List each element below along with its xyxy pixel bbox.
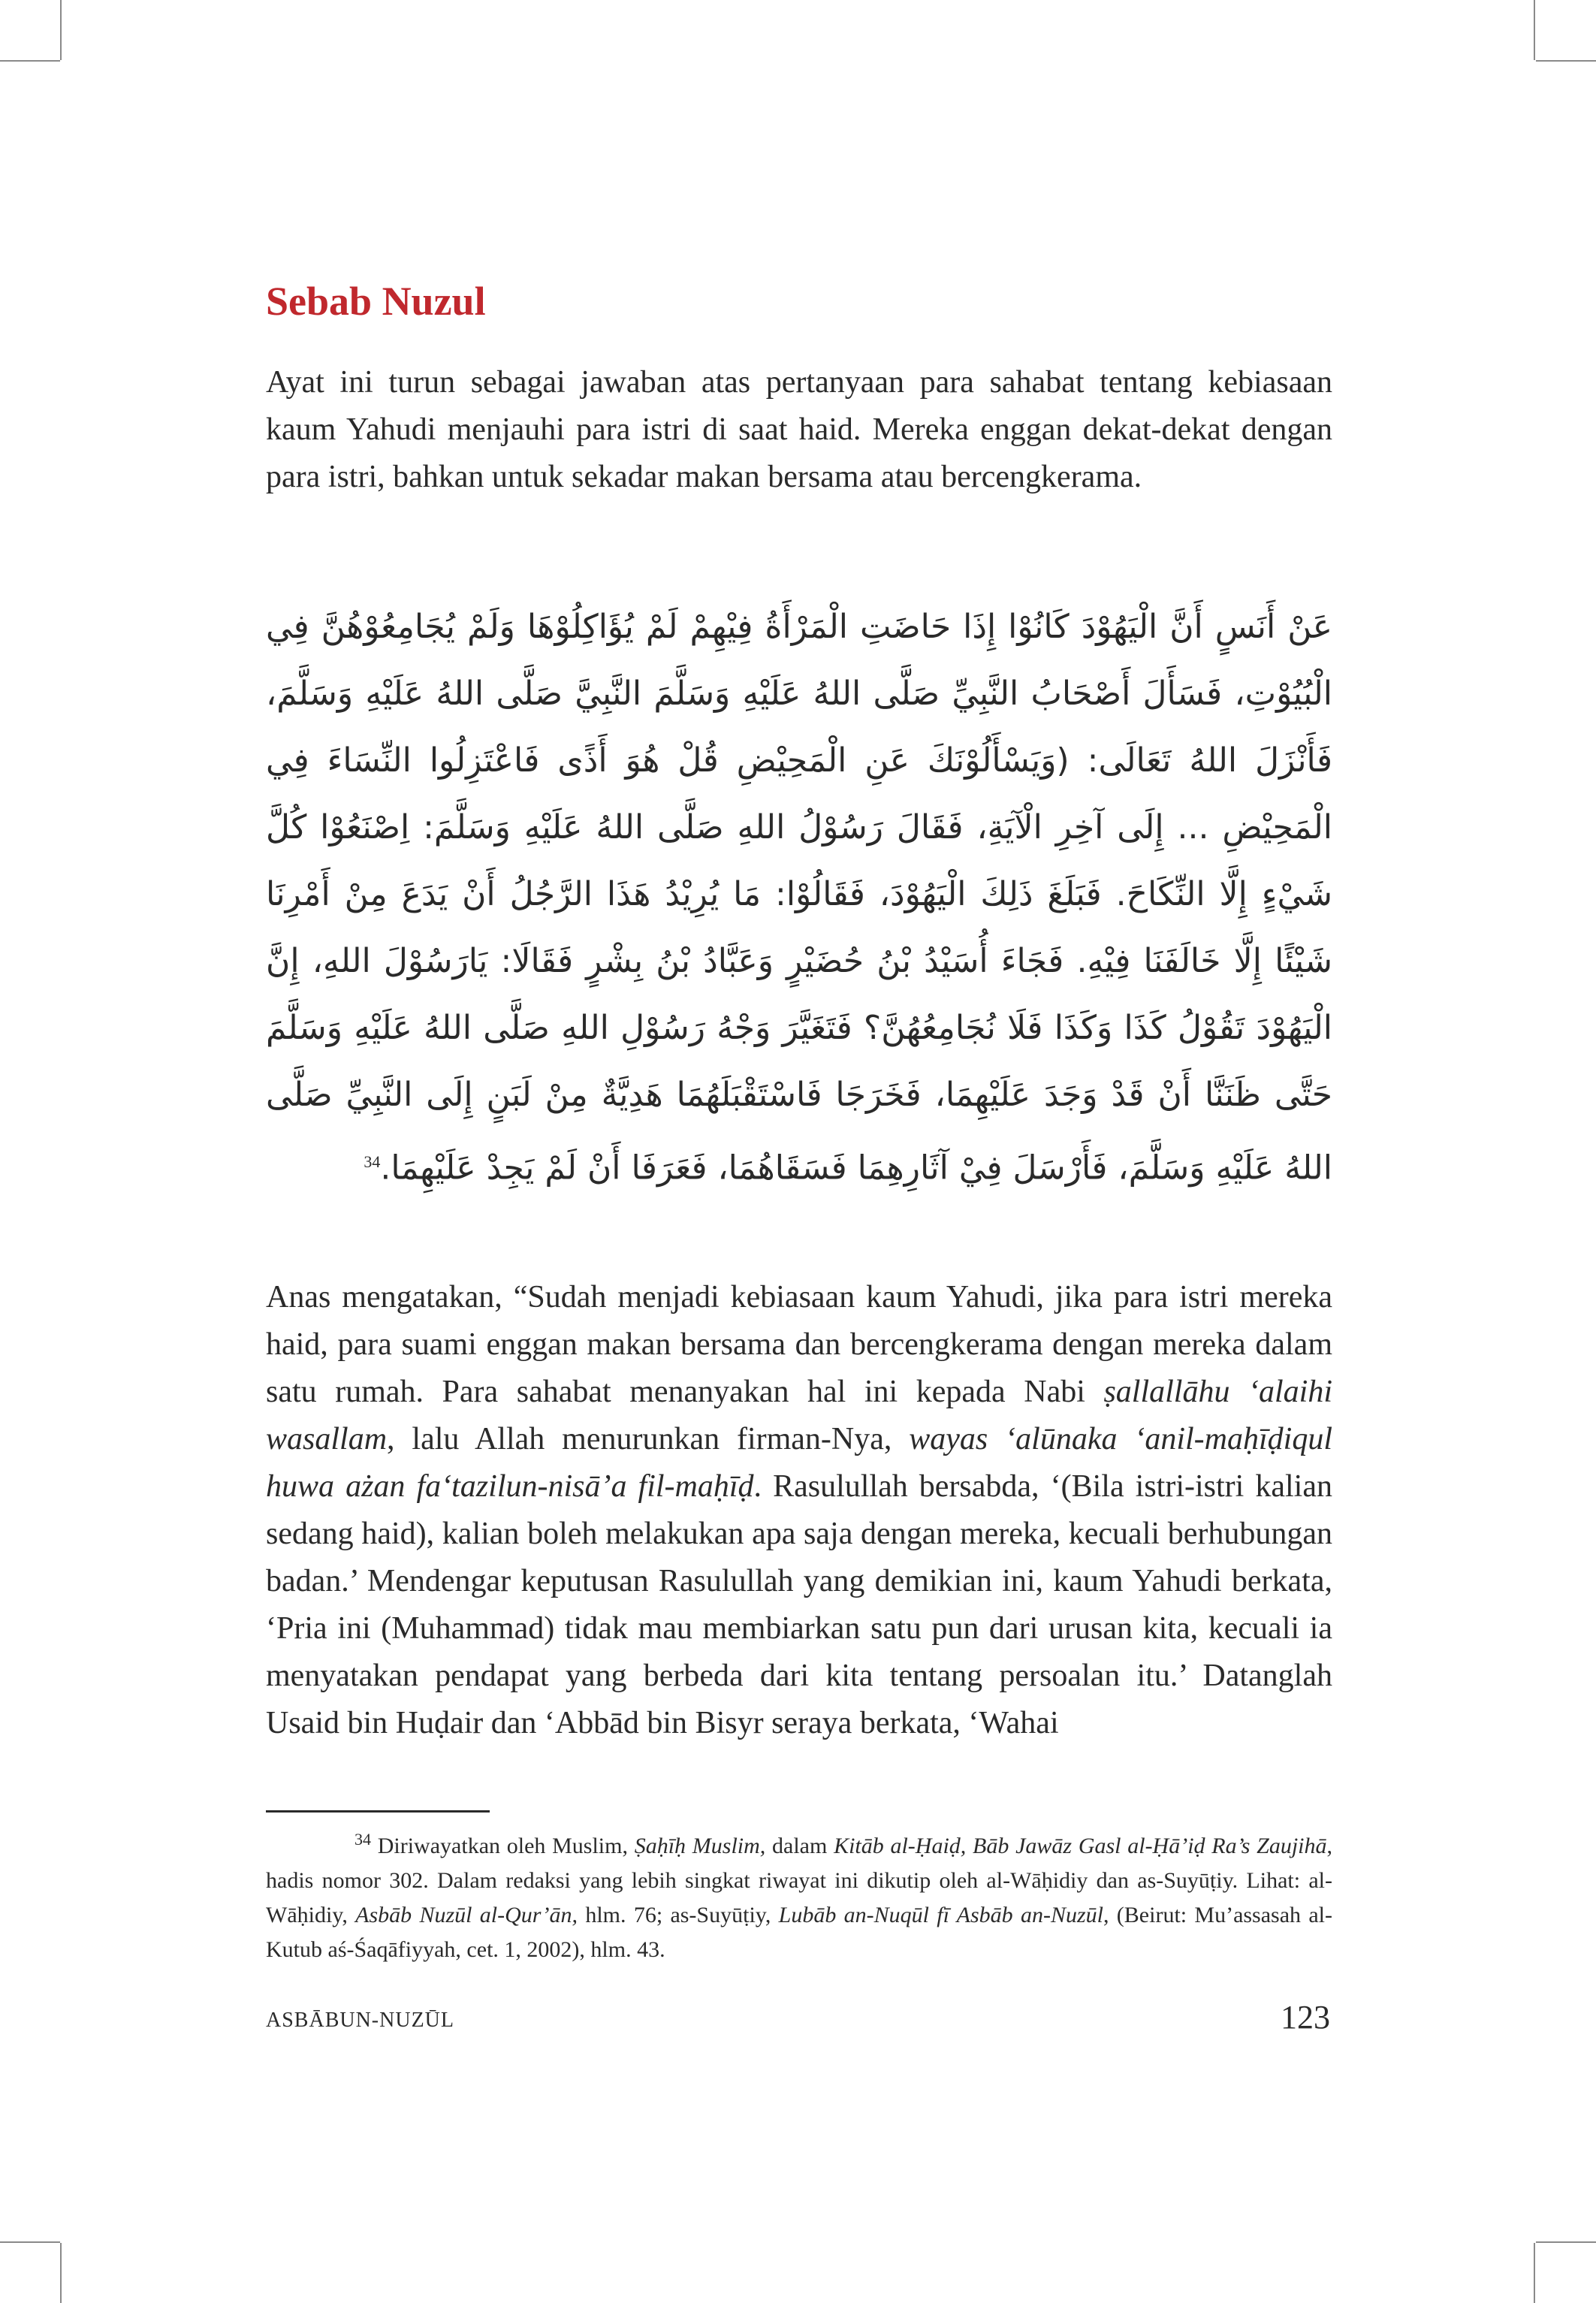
- translation-text: . Rasulullah bersabda, ‘(Bila istri-istri kalian sedang haid), kalian boleh melakukan apa saja dengan mereka, kecuali berhubungan badan.’ Mendengar keputusan Rasulullah yang demikian ini, kaum Yahudi berkata, ‘Pria ini (Muhammad) tidak mau membiarkan satu pun dari urusan kita, kecuali ia menyatakan pendapat yang berbeda dari kita tentang persoalan itu.’ Datanglah Usaid bin Huḍair dan ‘Abbād bin Bisyr seraya berkata, ‘Wahai: [266, 1469, 1332, 1740]
- footnote-text: dalam: [765, 1834, 834, 1858]
- section-heading: Sebab Nuzul: [266, 279, 486, 324]
- arabic-hadith: [266, 593, 1332, 1202]
- crop-mark: [1534, 0, 1535, 60]
- footnote-divider: [266, 1810, 490, 1813]
- crop-mark: [0, 2241, 60, 2243]
- translation-text: , lalu Allah menurunkan firman-Nya,: [387, 1422, 910, 1456]
- footnote-source-title: Lubāb an-Nuqūl fī Asbāb an-Nuzūl: [778, 1903, 1103, 1927]
- footnote-source-title: Asbāb Nuzūl al-Qur’ān,: [355, 1903, 578, 1927]
- running-footer-title: ASBĀBUN-NUZŪL: [266, 2009, 454, 2032]
- verse-transliteration: wayas ‘alūnaka ‘anil-maḥīḍiqul huwa ażan fa‘tazilun-nisā’a fil-maḥīḍ: [266, 1422, 1332, 1504]
- translation-paragraph: [266, 1274, 1332, 1747]
- footnote-number: 34: [354, 1830, 371, 1849]
- honorific-phrase: ṣallallāhu ‘alaihi wasallam: [266, 1375, 1333, 1456]
- crop-mark: [1536, 60, 1596, 62]
- footnote-text: hlm. 76; as-Suyūṭiy,: [578, 1903, 779, 1927]
- footnote: [266, 1822, 1332, 1967]
- crop-mark: [1534, 2243, 1535, 2303]
- page-number: 123: [1281, 1999, 1330, 2036]
- arabic-hadith-text: عَنْ أَنَسٍ أَنَّ الْيَهُوْدَ كَانُوْا إِذَا حَاضَتِ الْمَرْأَةُ فِيْهِمْ لَمْ يُؤَاكِلُوْهَا وَلَمْ يُجَامِعُوْهُنَّ فِي الْبُيُوْتِ، فَسَأَلَ أَصْحَابُ النَّبِيِّ صَلَّى اللهُ عَلَيْهِ وَسَلَّمَ النَّبِيَّ صَلَّى اللهُ عَلَيْهِ وَسَلَّمَ، فَأَنْزَلَ اللهُ تَعَالَى: (وَيَسْأَلُوْنَكَ عَنِ الْمَحِيْضِ قُلْ هُوَ أَذًى فَاعْتَزِلُوا النِّسَاءَ فِي الْمَحِيْضِ ... إِلَى آخِرِ الْآيَةِ، فَقَالَ رَسُوْلُ اللهِ صَلَّى اللهُ عَلَيْهِ وَسَلَّمَ: اِصْنَعُوْا كُلَّ شَيْءٍ إِلَّا النِّكَاحَ. فَبَلَغَ ذَلِكَ الْيَهُوْدَ، فَقَالُوْا: مَا يُرِيْدُ هَذَا الرَّجُلُ أَنْ يَدَعَ مِنْ أَمْرِنَا شَيْئًا إِلَّا خَالَفَنَا فِيْهِ. فَجَاءَ أُسَيْدُ بْنُ حُضَيْرٍ وَعَبَّادُ بْنُ بِشْرٍ فَقَالَا: يَارَسُوْلَ اللهِ، إِنَّ الْيَهُوْدَ تَقُوْلُ كَذَا وَكَذَا فَلَا نُجَامِعُهُنَّ؟ فَتَغَيَّرَ وَجْهُ رَسُوْلِ اللهِ صَلَّى اللهُ عَلَيْهِ وَسَلَّمَ حَتَّى ظَنَنَّا أَنْ قَدْ وَجَدَ عَلَيْهِمَا، فَخَرَجَا فَاسْتَقْبَلَهُمَا هَدِيَّةٌ مِنْ لَبَنٍ إِلَى النَّبِيِّ صَلَّى اللهُ عَلَيْهِ وَسَلَّمَ، فَأَرْسَلَ فِيْ آثَارِهِمَا فَسَقَاهُمَا، فَعَرَفَا أَنْ لَمْ يَجِدْ عَلَيْهِمَا.: [266, 608, 1332, 1188]
- crop-mark: [60, 0, 62, 60]
- footnote-source-title: Kitāb al-Ḥaiḍ, Bāb Jawāz Gasl al-Ḥā’iḍ Ra’s Zaujihā: [834, 1834, 1327, 1858]
- footnote-text: Diriwayatkan oleh Muslim,: [371, 1834, 635, 1858]
- translation-text: Anas mengatakan, “Sudah menjadi kebiasaan kaum Yahudi, jika para istri mereka haid, para suami enggan makan bersama dan bercengkerama dengan mereka dalam satu rumah. Para sahabat menanyakan hal ini kepada Nabi: [266, 1280, 1332, 1409]
- crop-mark: [60, 2243, 62, 2303]
- footnote-text: , hadis nomor 302. Dalam redaksi yang lebih singkat riwayat ini dikutip oleh al-Wāḥidiy dan as-Suyūṭiy. Lihat: al-Wāḥidiy,: [266, 1834, 1332, 1927]
- crop-mark: [0, 60, 60, 62]
- crop-mark: [1536, 2241, 1596, 2243]
- footnote-source-title: Ṣaḥīḥ Muslim,: [634, 1834, 766, 1858]
- intro-paragraph: Ayat ini turun sebagai jawaban atas pertanyaan para sahabat tentang kebiasaan kaum Yahudi menjauhi para istri di saat haid. Mereka enggan dekat-dekat dengan para istri, bahkan untuk sekadar makan bersama atau bercengkerama.: [266, 365, 1332, 494]
- footnote-reference[interactable]: 34: [364, 1152, 381, 1171]
- footnote-text: , (Beirut: Mu’assasah al-Kutub aś-Śaqāfiyyah, cet. 1, 2002), hlm. 43.: [266, 1903, 1332, 1962]
